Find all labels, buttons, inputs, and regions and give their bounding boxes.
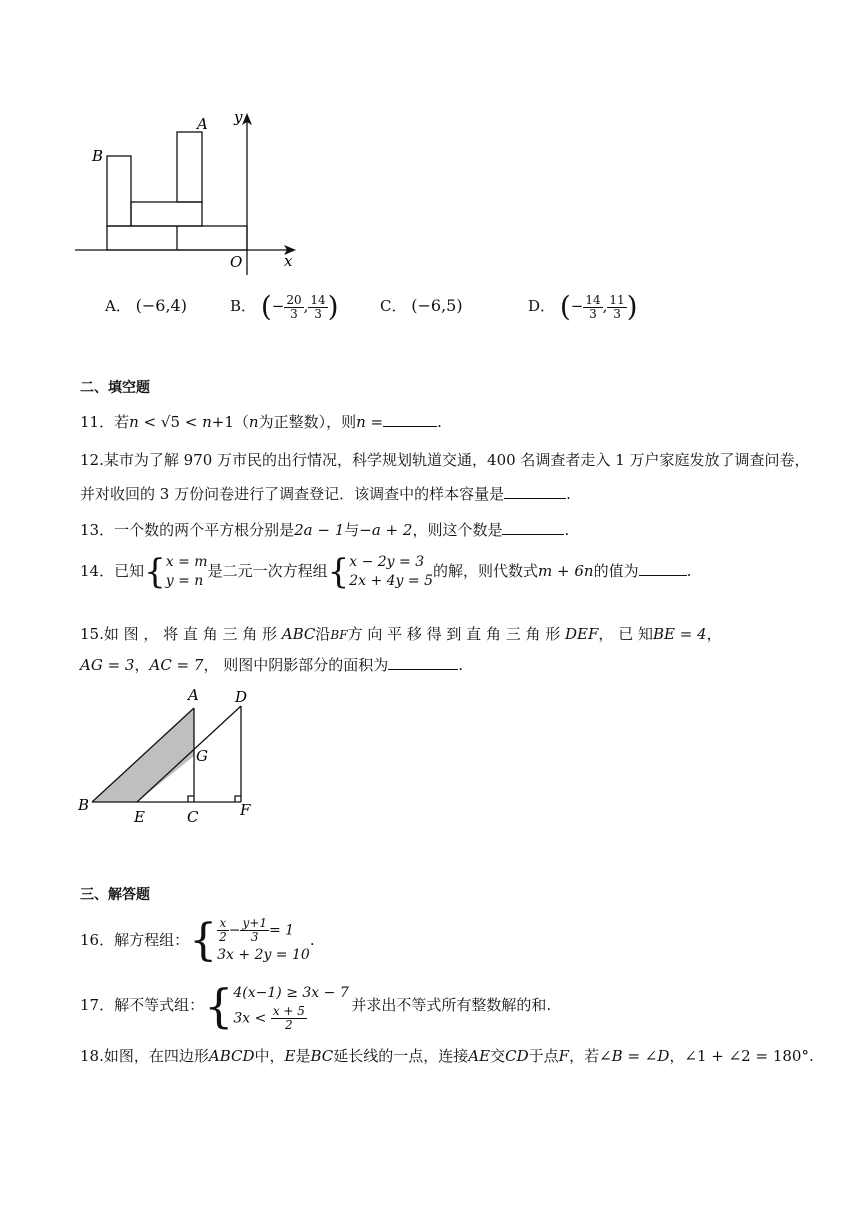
label-C: C xyxy=(187,808,199,826)
answer-blank-14[interactable] xyxy=(639,561,687,576)
answer-blank-13[interactable] xyxy=(502,520,564,535)
right-angle-c xyxy=(188,796,194,802)
question-17: 17．解不等式组：{ 4(x−1) ≥ 3x − 7 3x < $\frac{x + 5}{2}$ 并求出不等式所有整数解的和. xyxy=(80,979,552,1033)
option-c-value: (−6,5) xyxy=(411,296,463,315)
rect-right-tall xyxy=(177,132,202,202)
label-O: O xyxy=(230,253,243,271)
answer-blank-15[interactable] xyxy=(388,655,458,670)
label-A: A xyxy=(197,115,208,133)
question-12-line1: 12.某市为了解 970 万市民的出行情况，科学规划轨道交通，400 名调查者走入 1 万户家庭发放了调查问卷， xyxy=(80,451,810,469)
rect-left-tall xyxy=(107,156,131,226)
question-18: 18.如图，在四边形ABCD中，E是BC延长线的一点，连接AE交CD于点F，若∠B = ∠D，∠1 + ∠2 = 180°. xyxy=(80,1047,814,1065)
label-E: E xyxy=(134,808,145,826)
label-F: F xyxy=(240,801,251,819)
section-title-fill-in: 二、填空题 xyxy=(80,380,150,396)
question-15-line2: AG = 3，AC = 7， 则图中阴影部分的面积为 . xyxy=(80,656,464,674)
answer-blank-12[interactable] xyxy=(504,484,566,499)
label-D: D xyxy=(235,688,248,706)
label-G: G xyxy=(196,747,208,765)
option-b: B． (− $\frac{20}{3}$ , $\frac{14}{3}$ ) xyxy=(230,290,339,323)
question-14: 14．已知{ x = m y = n 是二元一次方程组{ x − 2y = 3 2x + 4y = 5 的解，则代数式m + 6n的值为 . xyxy=(80,552,692,592)
label-B: B xyxy=(92,147,104,165)
label-x: x xyxy=(284,252,293,270)
rect-middle xyxy=(131,202,202,226)
question-13: 13．一个数的两个平方根分别是2a − 1与−a + 2，则这个数是 . xyxy=(80,521,570,539)
question-11: 11．若n < √5 < n+1（n为正整数），则n = . xyxy=(80,413,442,431)
answer-blank-11[interactable] xyxy=(383,412,437,427)
option-d: D． (− $\frac{14}{3}$ , $\frac{11}{3}$ ) xyxy=(528,290,638,323)
option-a: A． (−6,4) xyxy=(105,296,187,315)
label-B2: B xyxy=(78,796,90,814)
label-y: y xyxy=(234,108,243,126)
coordinate-figure xyxy=(70,105,310,275)
question-16: 16．解方程组：{ $\frac{x}{2}$ − $\frac{y+1}{3}$ = 1 3x + 2y = 10 . xyxy=(80,915,315,966)
triangle-figure xyxy=(70,682,270,832)
section-title-solve: 三、解答题 xyxy=(80,887,150,903)
label-A2: A xyxy=(188,686,199,704)
question-12-line2: 并对收回的 3 万份问卷进行了调查登记．该调查中的样本容量是 . xyxy=(80,485,571,503)
option-c: C． (−6,5) xyxy=(380,296,463,315)
question-15-line1: 15.如 图 ， 将 直 角 三 角 形 ABC沿BF方 向 平 移 得 到 直 角 三 角 形 DEF， 已 知BE = 4， xyxy=(80,625,722,643)
option-a-value: (−6,4) xyxy=(135,296,187,315)
